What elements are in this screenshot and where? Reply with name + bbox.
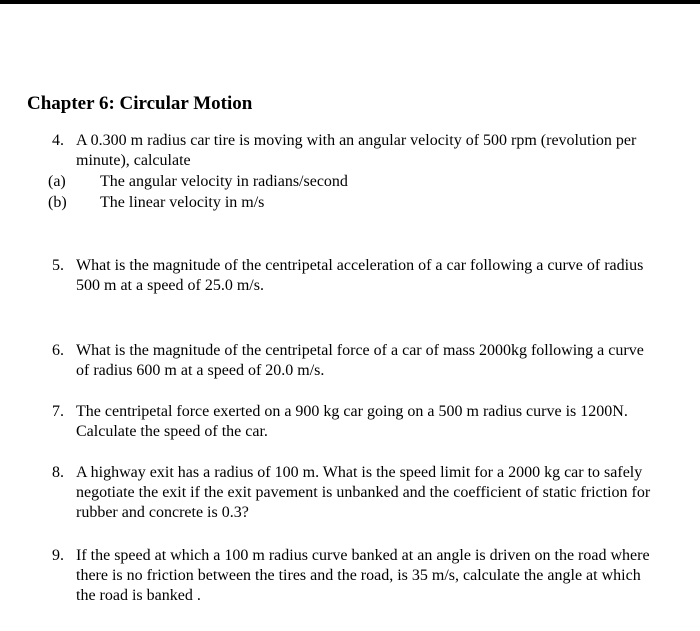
question-number: 9. bbox=[52, 547, 64, 564]
question-text-line: What is the magnitude of the centripetal force of a car of mass 2000kg following a curve bbox=[76, 342, 644, 359]
question-text-line: negotiate the exit if the exit pavement is unbanked and the coefficient of static friction for bbox=[76, 484, 651, 501]
part-text: The angular velocity in radians/second bbox=[100, 173, 348, 190]
question-number: 4. bbox=[52, 132, 64, 149]
question-6 bbox=[52, 341, 682, 381]
question-text-line: The centripetal force exerted on a 900 kg car going on a 500 m radius curve is 1200N. bbox=[76, 403, 628, 420]
part-letter: (a) bbox=[48, 173, 66, 190]
question-number: 8. bbox=[52, 464, 64, 481]
question-text-line: rubber and concrete is 0.3? bbox=[76, 504, 249, 521]
question-number: 5. bbox=[52, 257, 64, 274]
question-text-line: Calculate the speed of the car. bbox=[76, 423, 268, 440]
question-text-line: there is no friction between the tires and the road, is 35 m/s, calculate the angle at which bbox=[76, 567, 641, 584]
question-4 bbox=[52, 131, 682, 171]
part-letter: (b) bbox=[48, 194, 67, 211]
question-7 bbox=[52, 402, 682, 442]
question-text-line: the road is banked . bbox=[76, 587, 201, 604]
question-text-line: of radius 600 m at a speed of 20.0 m/s. bbox=[76, 362, 325, 379]
question-text-line: A highway exit has a radius of 100 m. What is the speed limit for a 2000 kg car to safely bbox=[76, 464, 643, 481]
question-number: 6. bbox=[52, 342, 64, 359]
question-9 bbox=[52, 546, 682, 606]
question-5 bbox=[52, 256, 682, 296]
question-number: 7. bbox=[52, 403, 64, 420]
question-text-line: What is the magnitude of the centripetal acceleration of a car following a curve of radius bbox=[76, 257, 644, 274]
question-text-line: A 0.300 m radius car tire is moving with an angular velocity of 500 rpm (revolution per bbox=[76, 132, 637, 149]
question-text-line: If the speed at which a 100 m radius curve banked at an angle is driven on the road where bbox=[76, 547, 650, 564]
part-text: The linear velocity in m/s bbox=[100, 194, 265, 211]
question-8 bbox=[52, 463, 682, 523]
question-text-line: 500 m at a speed of 25.0 m/s. bbox=[76, 277, 264, 294]
question-text-line: minute), calculate bbox=[76, 152, 191, 169]
chapter-title: Chapter 6: Circular Motion bbox=[27, 93, 253, 114]
